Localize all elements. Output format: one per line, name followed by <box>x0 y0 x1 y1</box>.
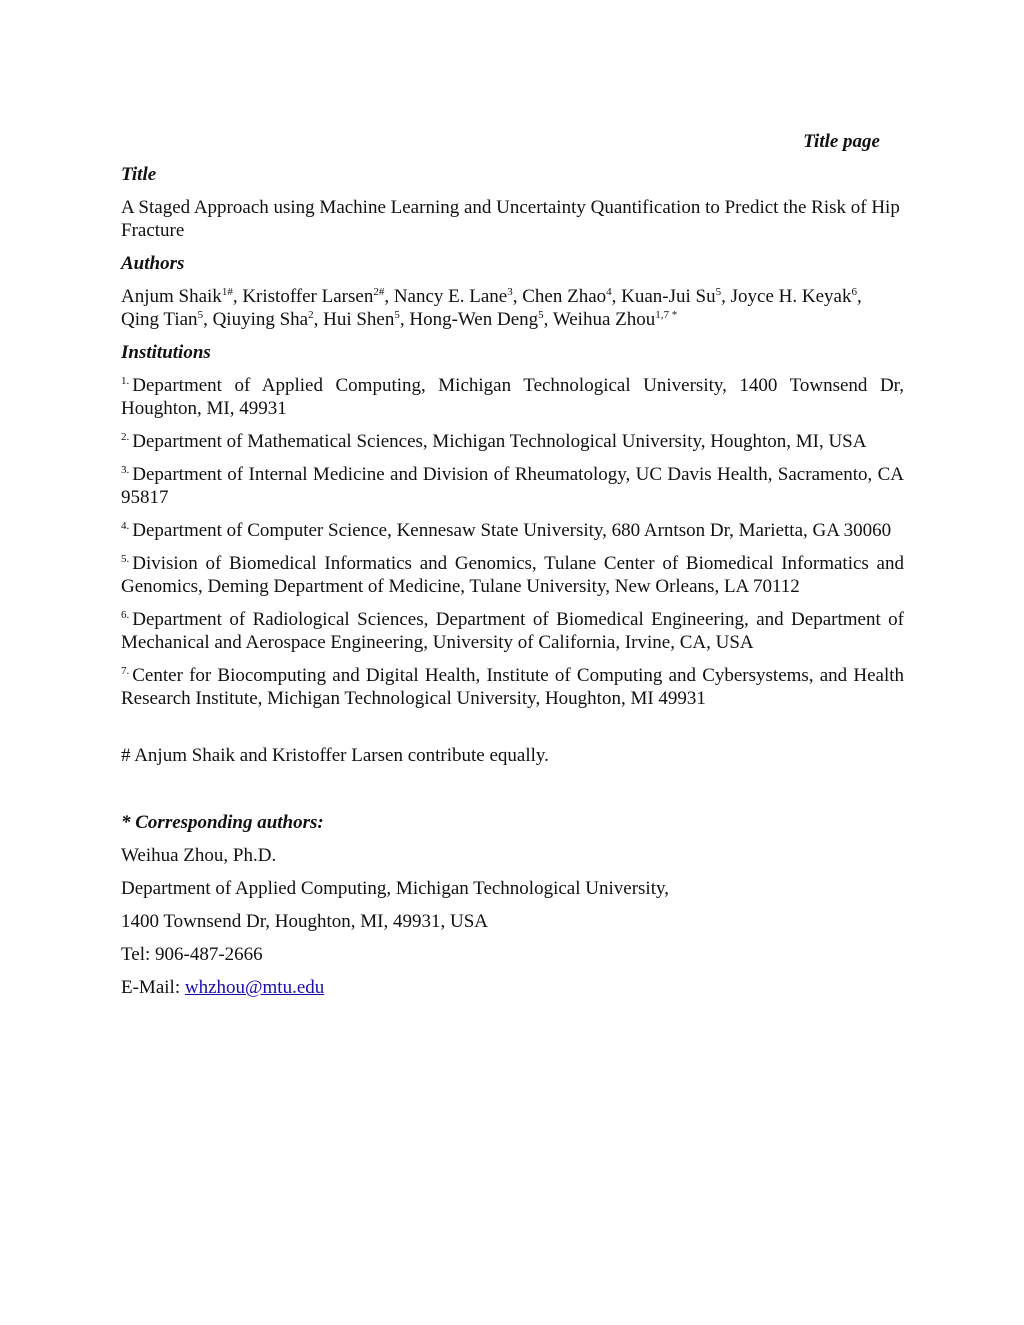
author-affiliation-sup: 1,7 * <box>655 309 678 321</box>
email-link[interactable]: whzhou@mtu.edu <box>184 977 325 998</box>
author-name: Joyce H. Keyak <box>730 286 852 307</box>
institution-text: Department of Applied Computing, Michigan Technological University, 1400 Townsend Dr, Houghton, MI, 49931 <box>121 375 904 419</box>
institution-number: 1. <box>121 375 130 387</box>
author-affiliation-sup: 2# <box>373 286 385 298</box>
institution-number: 2. <box>121 431 130 443</box>
corresponding-email-line <box>121 976 904 999</box>
author-affiliation-sup: 5 <box>538 309 544 321</box>
authors-list: Anjum Shaik$^{1\#}$, Kristoffer Larsen$^{2\#}$, Nancy E. Lane$^3$, Chen Zhao$^4$, Kuan-Jui Su$^5$, Joyce H. Keyak$^6$, Qing Tian$^5$, Qiuying Sha$^2$, Hui Shen$^5$, Hong-Wen Deng$^5$, Weihua Zhou$^{1,7 *}$ <box>121 286 862 330</box>
author-affiliation-sup: 5 <box>197 309 204 321</box>
corresponding-address: 1400 Townsend Dr, Houghton, MI, 49931, USA <box>121 911 489 932</box>
corresponding-heading: * Corresponding authors: <box>121 812 324 833</box>
institution-item <box>121 463 904 509</box>
author-name: Hui Shen <box>323 309 395 330</box>
institution-item <box>121 430 904 453</box>
institution-number: 6. <box>121 609 130 621</box>
author-name: Weihua Zhou <box>552 309 656 330</box>
author-affiliation-sup: 2 <box>308 309 314 321</box>
author-affiliation-sup: 1# <box>221 286 233 298</box>
institution-item <box>121 664 904 710</box>
institution-item <box>121 374 904 420</box>
author-name: Qing Tian <box>121 309 198 330</box>
author-name: Hong-Wen Deng <box>409 309 539 330</box>
author-name: Kuan-Jui Su <box>621 286 716 307</box>
title-heading: Title <box>121 164 157 185</box>
institution-text: Department of Internal Medicine and Division of Rheumatology, UC Davis Health, Sacramento, CA 95817 <box>121 464 904 508</box>
title-page-content <box>121 130 904 1009</box>
institution-item <box>121 519 904 542</box>
author-name: Chen Zhao <box>522 286 607 307</box>
institution-item <box>121 552 904 598</box>
author-name: Kristoffer Larsen <box>242 286 374 307</box>
paper-title: A Staged Approach using Machine Learning and Uncertainty Quantification to Predict the Risk of Hip Fracture <box>121 197 900 241</box>
institution-number: 7. <box>121 665 130 677</box>
institution-item <box>121 608 904 654</box>
equal-contribution-note: # Anjum Shaik and Kristoffer Larsen contribute equally. <box>121 745 549 766</box>
institutions-heading: Institutions <box>121 342 211 363</box>
author-affiliation-sup: 6 <box>851 286 857 298</box>
institution-text: Division of Biomedical Informatics and Genomics, Tulane Center of Biomedical Informatics and Genomics, Deming Department of Medicine, Tulane University, New Orleans, LA 70112 <box>121 553 904 597</box>
email-label: E-Mail: <box>121 977 185 998</box>
institution-text: Department of Mathematical Sciences, Michigan Technological University, Houghton, MI, USA <box>132 431 867 452</box>
institution-text: Department of Computer Science, Kennesaw State University, 680 Arntson Dr, Marietta, GA 30060 <box>132 520 892 541</box>
institution-number: 4. <box>121 520 130 532</box>
author-name: Qiuying Sha <box>212 309 309 330</box>
author-affiliation-sup: 3 <box>507 286 513 298</box>
author-affiliation-sup: 5 <box>715 286 722 298</box>
author-affiliation-sup: 5 <box>394 309 400 321</box>
author-affiliation-sup: 4 <box>606 286 612 298</box>
authors-heading: Authors <box>121 253 185 274</box>
institution-number: 5. <box>121 553 130 565</box>
corresponding-tel: Tel: 906-487-2666 <box>121 944 263 965</box>
corresponding-department: Department of Applied Computing, Michigan Technological University, <box>121 878 669 899</box>
author-name: Anjum Shaik <box>121 286 222 307</box>
institution-number: 3. <box>121 464 130 476</box>
institutions-list <box>121 374 904 710</box>
title-page-label: Title page <box>803 131 880 152</box>
institution-text: Center for Biocomputing and Digital Health, Institute of Computing and Cybersystems, and Health Research Institute, Michigan Technological University, Houghton, MI 49931 <box>121 665 904 709</box>
author-name: Nancy E. Lane <box>393 286 508 307</box>
corresponding-name: Weihua Zhou, Ph.D. <box>121 845 277 866</box>
institution-text: Department of Radiological Sciences, Department of Biomedical Engineering, and Department of Mechanical and Aerospace Engineering, University of California, Irvine, CA, USA <box>121 609 904 653</box>
